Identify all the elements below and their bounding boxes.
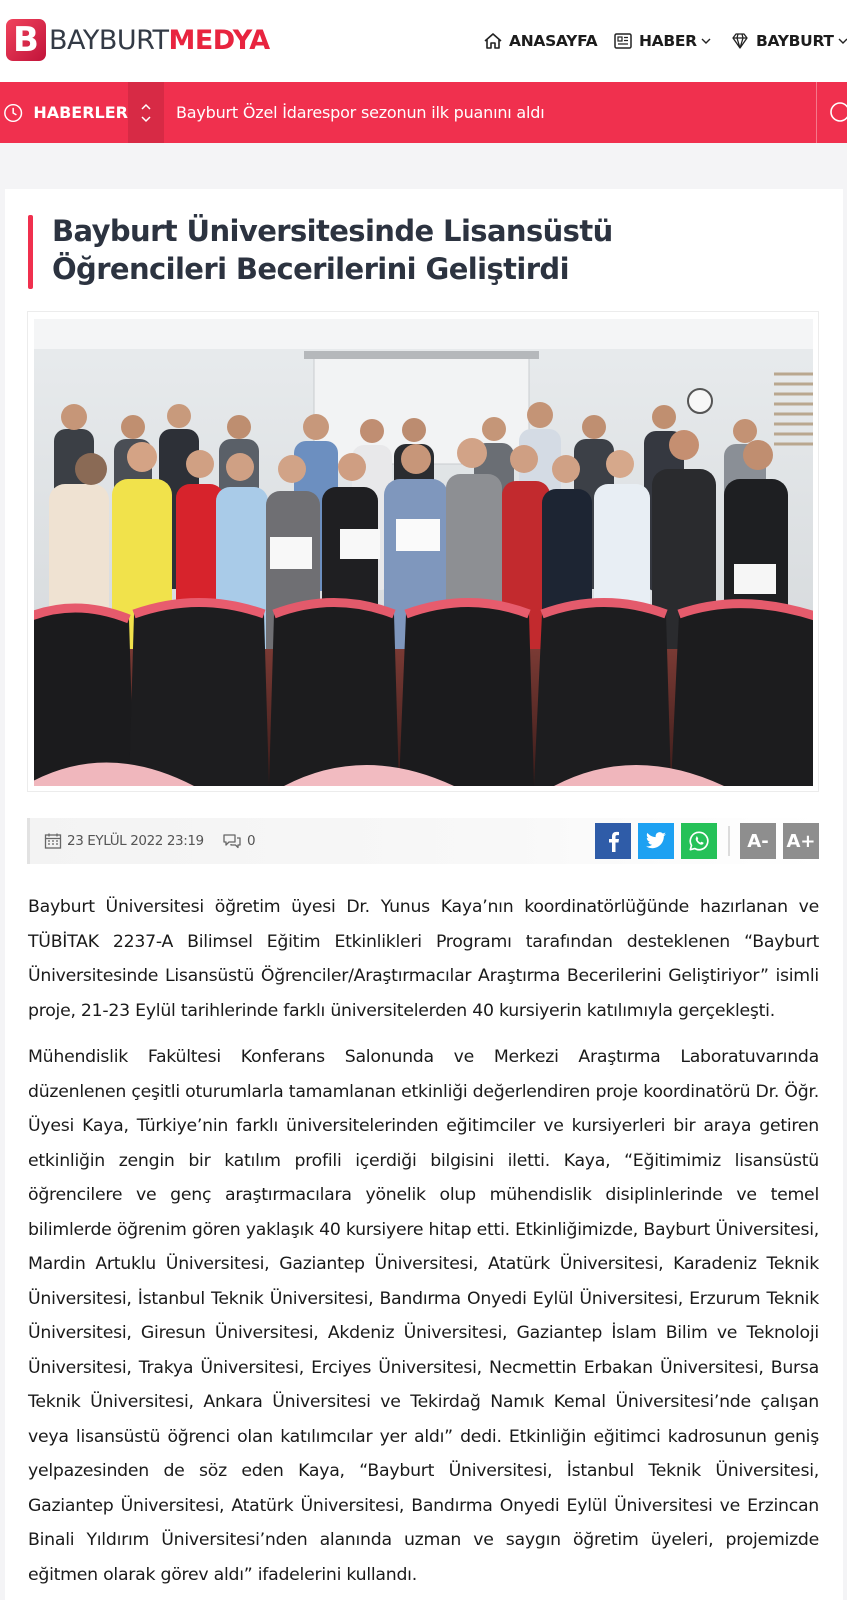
nav-news-label: HABER [639, 32, 697, 50]
nav-city-label: BAYBURT [756, 32, 834, 50]
site-header [0, 0, 847, 82]
nav-item-news[interactable] [613, 29, 711, 53]
diamond-icon [730, 32, 750, 50]
logo-text-part2: MEDYA [168, 24, 270, 56]
site-logo[interactable] [6, 18, 270, 62]
title-accent-bar [28, 215, 33, 289]
ticker-label-text: HABERLER [33, 103, 128, 122]
share-twitter-button[interactable] [638, 823, 674, 859]
article-title: Bayburt Üniversitesinde Lisansüstü Öğrencileri Becerilerini Geliştirdi [52, 214, 613, 286]
clock-icon [3, 102, 23, 124]
chevron-up-icon[interactable] [140, 103, 152, 111]
share-whatsapp-button[interactable] [681, 823, 717, 859]
twitter-icon [645, 832, 667, 850]
share-facebook-button[interactable] [595, 823, 631, 859]
logo-text [49, 24, 270, 56]
meta-divider [728, 826, 730, 856]
home-icon [483, 32, 503, 50]
font-decrease-button[interactable]: A- [740, 823, 776, 859]
group-photo-illustration [34, 319, 813, 786]
logo-text-part1: BAYBURT [49, 24, 169, 56]
ticker-nav-arrows[interactable] [128, 82, 164, 143]
nav-item-city[interactable] [730, 29, 847, 53]
article-body [28, 890, 819, 1600]
ticker-divider [816, 82, 817, 143]
chevron-down-icon [838, 37, 847, 45]
article-paragraph: Bayburt Üniversitesi öğretim üyesi Dr. Yunus Kaya’nın koordinatörlüğünde hazırlanan ve TÜBİTAK 2237-A Bilimsel Eğitim Etkinlikleri Programı tarafından desteklenen “Bayburt Üniversitesinde Lisansüstü Öğrenciler/Araştırmacılar Araştırma Becerilerini Geliştiriyor” isimli proje, 21-23 Eylül tarihlerinde farklı üniversitelerden 40 kursiyerin katılımıyla gerçekleşti. [28, 897, 819, 1021]
newspaper-icon [613, 32, 633, 50]
comment-count[interactable] [222, 830, 256, 852]
calendar-icon [44, 832, 62, 850]
whatsapp-icon [688, 830, 710, 852]
logo-mark: B [6, 19, 46, 61]
ticker-headline[interactable]: Bayburt Özel İdarespor sezonun ilk puanını aldı [176, 103, 545, 122]
nav-item-home[interactable] [483, 29, 597, 53]
comment-count-text: 0 [247, 833, 256, 849]
chevron-down-icon[interactable] [140, 115, 152, 123]
nav-home-label: ANASAYFA [509, 32, 598, 50]
facebook-icon [605, 830, 621, 852]
clock-icon[interactable] [828, 100, 847, 124]
article-photo[interactable] [34, 319, 813, 786]
comments-icon [222, 833, 242, 849]
news-ticker [0, 82, 847, 143]
chevron-down-icon [701, 37, 711, 45]
font-increase-button[interactable]: A+ [783, 823, 819, 859]
ticker-label [0, 82, 128, 143]
publish-date [44, 830, 204, 852]
article-paragraph: Mühendislik Fakültesi Konferans Salonunda ve Merkezi Araştırma Laboratuvarında düzenlenen çeşitli oturumlarla tamamlanan etkinliği değerlendiren proje koordinatörü Dr. Öğr. Üyesi Kaya, Türkiye’nin farklı üniversitelerinden eğitimciler ve kursiyerleri bir araya getiren etkinliğin zengin bir katılım profili içerdiği bilgisini iletti. Kaya, “Eğitimimiz lisansüstü öğrencilere ve genç araştırmacılara yönelik olup mühendislik disiplinlerinde ve temel bilimlerde öğrenim gören yaklaşık 40 kursiyere hitap etti. Etkinliğimizde, Bayburt Üniversitesi, Mardin Artuklu Üniversitesi, Gaziantep Üniversitesi, Atatürk Üniversitesi, Karadeniz Teknik Üniversitesi, İstanbul Teknik Üniversitesi, Bandırma Onyedi Eylül Üniversitesi, Erzurum Teknik Üniversitesi, Giresun Üniversitesi, Akdeniz Üniversitesi, Gaziantep İslam Bilim ve Teknoloji Üniversitesi, Trakya Üniversitesi, Erciyes Üniversitesi, Necmettin Erbakan Üniversitesi, Bursa Teknik Üniversitesi, Ankara Üniversitesi ve Tekirdağ Namık Kemal Üniversitesi’nde çalışan veya lisansüstü öğrenci olan katılımcılar yer aldı” dedi. Etkinliğin eğitimci kadrosunun geniş yelpazesinden de söz eden Kaya, “Bayburt Üniversitesi, İstanbul Teknik Üniversitesi, Gaziantep Üniversitesi, Atatürk Üniversitesi, Bandırma Onyedi Eylül Üniversitesi ve Erzincan Binali Yıldırım Üniversitesi’nden alanında uzman ve saygın öğretim üyeleri, projemizde eğitmen olarak görev aldı” ifadelerini kullandı. [28, 1047, 819, 1585]
publish-date-text: 23 EYLÜL 2022 23:19 [67, 833, 204, 849]
